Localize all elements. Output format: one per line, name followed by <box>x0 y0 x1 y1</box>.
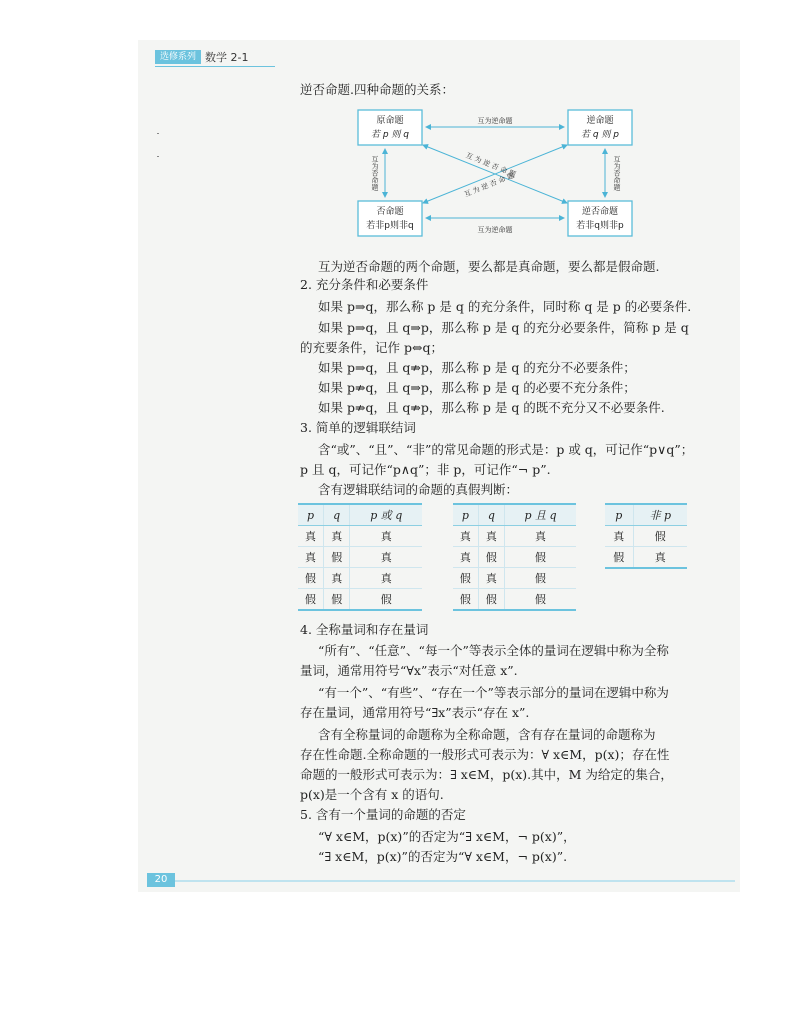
table-row <box>605 547 687 569</box>
table-cell: 假 <box>505 589 576 611</box>
box-converse-title: 逆命题 <box>586 116 614 126</box>
label-right-inverse: 互为否命题 <box>613 155 621 191</box>
box-original-sub: 若 p 则 q <box>370 130 410 140</box>
table-row <box>298 568 422 589</box>
table-row <box>298 526 422 547</box>
label-diagonal-2: 互 为 逆 否 命 题 <box>463 171 516 199</box>
table-cell: 真 <box>323 526 350 547</box>
table-cell: 假 <box>453 589 478 611</box>
text-line: “∀ x∈M，p(x)”的否定为“∃ x∈M，¬ p(x)”， <box>318 829 576 844</box>
table-cell: 真 <box>298 547 323 568</box>
table-cell: 真 <box>478 568 504 589</box>
text-line: 存在性命题.全称命题的一般形式可表示为：∀ x∈M，p(x)；存在性 <box>300 747 670 762</box>
table-cell: 真 <box>453 526 478 547</box>
truth-table-or <box>298 503 422 611</box>
text-line: 量词，通常用符号“∀x”表示“对任意 x”. <box>300 663 518 678</box>
table-header: p <box>453 504 478 526</box>
table-header: q <box>323 504 350 526</box>
table-row <box>453 589 576 611</box>
text-line: “∃ x∈M，p(x)”的否定为“∀ x∈M，¬ p(x)”. <box>318 849 568 864</box>
text-line: 的充要条件，记作 p⇔q； <box>300 340 443 355</box>
table-cell: 真 <box>350 547 422 568</box>
truth-table-not <box>605 503 687 569</box>
text-line: p 且 q，可记作“p∧q”；非 p，可记作“¬ p”. <box>300 462 551 477</box>
table-cell: 真 <box>478 526 504 547</box>
table-cell: 真 <box>350 568 422 589</box>
table-cell: 真 <box>350 526 422 547</box>
text-line: p(x)是一个含有 x 的语句. <box>300 787 444 802</box>
table-cell: 假 <box>298 589 323 611</box>
table-cell: 假 <box>298 568 323 589</box>
table-header: q <box>478 504 504 526</box>
box-converse-sub: 若 q 则 p <box>580 130 620 140</box>
text-line: 含“或”、“且”、“非”的常见命题的形式是：p 或 q，可记作“p∨q”； <box>318 442 694 457</box>
box-original-title: 原命题 <box>376 116 404 126</box>
table-header: p <box>605 504 633 526</box>
label-left-inverse: 互为否命题 <box>371 155 379 191</box>
margin-mark <box>157 156 159 157</box>
text-line: 如果 p⇏q，且 q⇏p，那么称 p 是 q 的既不充分又不必要条件. <box>318 400 665 415</box>
section-5-heading: 5. 含有一个量词的命题的否定 <box>300 807 466 822</box>
text-line: 如果 p⇒q，那么称 p 是 q 的充分条件，同时称 q 是 p 的必要条件. <box>318 299 692 314</box>
table-cell: 真 <box>298 526 323 547</box>
table-row <box>453 526 576 547</box>
table-header: p 或 q <box>350 504 422 526</box>
book-title: 数学 2-1 <box>205 51 249 64</box>
four-propositions-diagram <box>355 105 635 245</box>
footer-rule <box>175 880 735 882</box>
table-cell: 假 <box>633 526 687 547</box>
series-badge: 选修系列 <box>155 50 201 64</box>
table-header: p 且 q <box>505 504 576 526</box>
section-2-heading: 2. 充分条件和必要条件 <box>300 277 429 292</box>
box-contra-sub: 若非q则非p <box>576 221 624 231</box>
table-cell: 假 <box>323 589 350 611</box>
intro-text: 逆否命题.四种命题的关系： <box>300 82 454 97</box>
box-contra-title: 逆否命题 <box>581 207 619 217</box>
box-inverse-title: 否命题 <box>376 207 404 217</box>
table-cell: 真 <box>453 547 478 568</box>
label-bottom-converse: 互为逆命题 <box>477 226 513 234</box>
contrapositive-note: 互为逆否命题的两个命题，要么都是真命题，要么都是假命题. <box>318 259 660 274</box>
table-cell: 真 <box>633 547 687 569</box>
table-cell: 假 <box>478 589 504 611</box>
text-line: “有一个”、“有些”、“存在一个”等表示部分的量词在逻辑中称为 <box>318 685 669 700</box>
box-inverse-sub: 若非p则非q <box>366 221 414 231</box>
table-cell: 假 <box>505 568 576 589</box>
table-cell: 假 <box>323 547 350 568</box>
section-4-heading: 4. 全称量词和存在量词 <box>300 622 429 637</box>
text-line: 含有全称量词的命题称为全称命题，含有存在量词的命题称为 <box>318 727 656 742</box>
label-diagonal-1: 互 为 逆 否 命 题 <box>464 151 517 179</box>
table-cell: 假 <box>478 547 504 568</box>
margin-mark <box>157 133 159 134</box>
table-row <box>605 526 687 547</box>
table-cell: 假 <box>350 589 422 611</box>
table-row <box>298 547 422 568</box>
text-line: “所有”、“任意”、“每一个”等表示全体的量词在逻辑中称为全称 <box>318 643 669 658</box>
table-header: 非 p <box>633 504 687 526</box>
table-cell: 真 <box>505 526 576 547</box>
header-rule <box>155 66 275 67</box>
page-number: 20 <box>147 873 175 887</box>
text-line: 存在量词，通常用符号“∃x”表示“存在 x”. <box>300 705 530 720</box>
table-cell: 真 <box>605 526 633 547</box>
text-line: 如果 p⇒q，且 q⇏p，那么称 p 是 q 的充分不必要条件； <box>318 360 636 375</box>
section-3-heading: 3. 简单的逻辑联结词 <box>300 420 416 435</box>
truth-table-and <box>453 503 576 611</box>
label-top-converse: 互为逆命题 <box>477 117 513 125</box>
table-cell: 假 <box>453 568 478 589</box>
table-row <box>298 589 422 611</box>
table-cell: 假 <box>605 547 633 569</box>
table-header: p <box>298 504 323 526</box>
table-cell: 假 <box>505 547 576 568</box>
text-line: 命题的一般形式可表示为：∃ x∈M，p(x).其中，M 为给定的集合， <box>300 767 673 782</box>
text-line: 如果 p⇒q，且 q⇒p，那么称 p 是 q 的充分必要条件，简称 p 是 q <box>318 320 689 335</box>
table-row <box>453 547 576 568</box>
text-line: 如果 p⇏q，且 q⇒p，那么称 p 是 q 的必要不充分条件； <box>318 380 636 395</box>
text-line: 含有逻辑联结词的命题的真假判断： <box>318 482 519 497</box>
table-cell: 真 <box>323 568 350 589</box>
table-row <box>453 568 576 589</box>
